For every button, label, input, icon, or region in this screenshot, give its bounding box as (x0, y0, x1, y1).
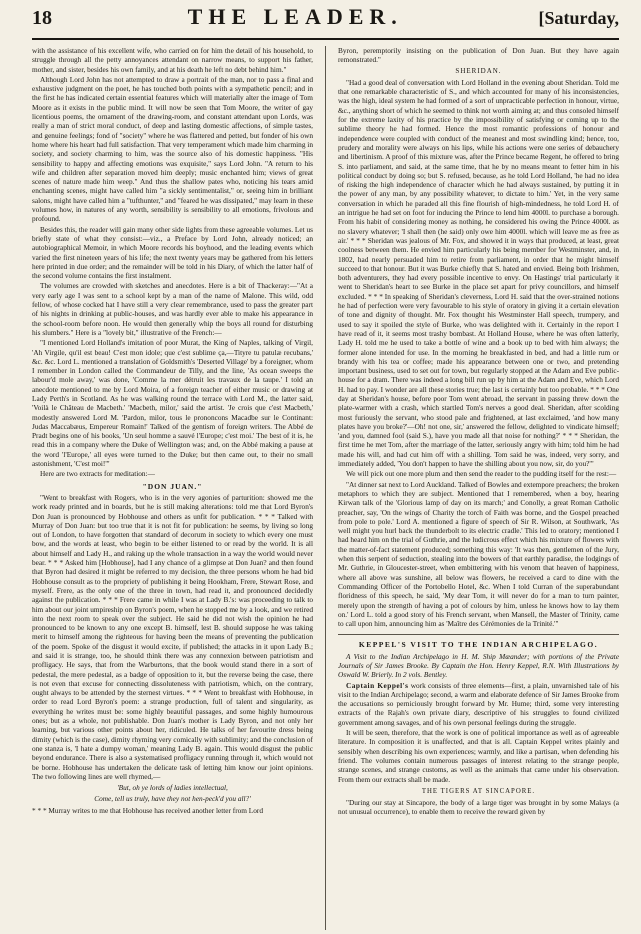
review-title: KEPPEL'S VISIT TO THE INDIAN ARCHIPELAGO. (338, 634, 619, 649)
paragraph: Byron, peremptorily insisting on the publication of Don Juan. But they have again remonstrated." (338, 46, 619, 65)
poem-line: Come, tell us truly, have they not hen-peck'd you all?' (94, 794, 251, 804)
right-column (338, 46, 619, 930)
paragraph: It will be seen, therefore, that the work is one of political importance as well as of agreeable literature. In composition it is unaffected, and that is all. Captain Keppel writes plainly and sensibly when describing his own experiences; warmly, and like a partisan, when defending his friend. The volumes contain numerous passages of interest relating to the strange people, strange scenes, and strange customs, as well as the animals that came under his observation. From them our extracts shall be made. (338, 728, 619, 784)
subheading-sheridan: SHERIDAN. (455, 66, 502, 75)
quoted-paragraph: "Went to breakfast with Rogers, who is in the very agonies of parturition: showed me the work ready printed and in boards, but he is still making alterations: told me that Lord Byron's Don Juan is pronounced by Hobhouse and others as unfit for publication. * * * Talked with Murray of Don Juan: but too true that it is not fit for publication: he seems, by living so long out of London, to have forgotten that standard of decorum in society to which every one must bow, and the words at least, who begin to be either listened to or read by the world. It is all about himself and Lady H., and raking up the whole transaction in a way the world would never bear. * * * Asked him [Hobhouse], had I any chance of a glimpse at Don Juan? and then found that Byron had desired it might be referred to my decision, the three persons whom he had bid Hobhouse consult as to the propriety of publishing it being Hookham, Frere, Stewart Rose, and myself. Frere, as the only one of the three in town, had read it, and pronounced decidedly against the publication. * * * Frere came in while I was at Lady B.'s: was proceeding to talk to him about our joint umpireship on Byron's poem, when he stopped me by a look, and we retired into the next room to speak over the subject. He said he did not wish the opinion he had pronounced to be known to any one except B. himself, lest B. should suppose he was taking merit to himself among the righteous for having been the means of preventing the publication of the poem. Spoke of the disgust it would excite, if published; the attacks in it upon Lady B.; and said it is strange, too, he should think there was any connexion between patriotism and profligacy. He says, that from the Warburtons, that the book would stand there in a sort of pedestal, the mere pedestal, as a badge of opposition to it, but the reverse being the case, there is not even that excuse for connecting dissoluteness with patriotism, which, on the contrary, ought always to be attended by the sternest virtues. * * * Went to breakfast with Hobhouse, in order to read Lord Byron's poem: a strange production, full of talent and singularity, as everything he writes must be: some highly beautiful passages, and some highly humourous ones; but as a whole, not publishable. Don Juan's mother is Lady Byron, and not only her learning, but various other points about her, ridiculed. He talks of her favourite dress being dimity (which is the case), dimity rhyming very comically with sublimity; and the conclusion of one stanza is, 'I hate a dumpy woman,' meaning Lady B. again. This would disgust the public beyond endurance. There is also a systematised profligacy running through it, which would not be borne. Hobhouse has undertaken the delicate task of letting him know our joint opinions. The two following lines are well rhymed,— (32, 492, 313, 781)
paragraph-body: work consists of three elements—first, a plain, unvarnished tale of his visit to the Indian Archipelago; second, a warm and elaborate defence of Sir James Brooke from the accusations so perniciously brought forward by Mr. Hume; third, some very interesting extracts of the Rajah's own private diary, descriptive of his struggles to found civilized government among savages, and of his own personal feelings during the struggle. (338, 680, 619, 727)
paragraph (338, 681, 619, 727)
paragraph: Although Lord John has not attempted to draw a portrait of the man, nor to pass a final and exhaustive judgment on the poet, he has touched both points with a sympathetic pencil; and in the first he has indicated certain essential features which will materially alter the image of Tom Moore as it exists in the public mind. It will now be seen that Tom Moore, the writer of gay licentious poems, the ornament of the drawing-room, and constant attendant upon Lords, was really a man of strict moral conduct, of deep and lasting domestic affections, of simple tastes, and genuine feelings; fond of "society" where he was flattered and petted, but fonder of his own home where his heart had full satisfaction. That very temperament which made him charming in society, and society charming to him, was the source also of his domestic happiness. "His sensibility to happy and affecting emotions was exquisite," says Lord John. "A return to his wife and children after separation moved him deeply; music enchanted him; views of great scenes of nature made him weep." And thus the shallow pates who, noticing his tears amid enchanting scenes, might have called him "a sickly sentimentalist," or, seeing him in brilliant salons, might have called him a "tufthunter," and "feared he was dissipated," may learn in these volumes how, in natures of any worth, sensibility is sensibility to all emotions, frivolous and profound. (32, 74, 313, 224)
paragraph: * * * Murray writes to me that Hobhouse has received another letter from Lord (32, 805, 263, 815)
book-citation: A Visit to the Indian Archipelago in H. M. Ship Mæander; with portions of the Private Journals of Sir James Brooke. By Captain the Hon. Henry Keppel, R.N. With Illustrations by Oswald W. Brierly. In 2 vols. Bentley. (338, 651, 619, 680)
quoted-paragraph: "During our stay at Sincapore, the body of a large tiger was brought in by some Malays (a not unusual occurrence), to enable them to receive the reward given by (338, 798, 619, 817)
subheading-don-juan: "DON JUAN." (142, 481, 203, 491)
article-columns (32, 46, 619, 930)
masthead (32, 0, 619, 40)
quoted-paragraph: "Had a good deal of conversation with Lord Holland in the evening about Sheridan. Told me that one remarkable characteristic of S., and which accounted for many of his inconsistencies, was the high, ideal system he had formed of a sort of unpracticable perfection in honour, virtue, &c., anything short of which he seemed to think not worth aiming at; and thus consoled himself for the extreme laxity of his practice by the impossibility of satisfying or coming up to the sublime theory he had formed. Hence the most romantic professions of honour and independence were coupled with conduct of the meanest and most swindling kind; hence, too, prudery and morality were always on his lips, while his actions were one series of debauchery and libertinism. A proof of this mixture was, after the Prince became Regent, he offered to bring S. into parliament, and said, at the same time, that he by no means meant to fetter him in his political conduct by doing so; but S. refused, because, as he told Lord Holland, 'he had no idea of risking the high independence of character which he had always sustained, by putting it in the power of any man, by any possibility whatever, to dictate to him.' Yet, in the very same conversation in which he paraded all this fine flourish of high-mindedness, he told Lord H. of an intrigue he had set on foot for inducing the Prince to lend him 4000l. to purchase a borough. From his habit of considering money as nothing, he considered his owing the Prince 4000l. as no slavery whatever; 'I shall then (he said) only owe him 4000l. which will leave me as free as air.' * * * Sheridan was jealous of Mr. Fox, and showed it in ways that produced, at least, great coolness between them. He envied him particularly his being member for Westminster, and, in 1802, had nearly persuaded him to retire from parliament, in order that he might himself succeed to that honour. But it was Burke chiefly that S. hated and envied. Being both Irishmen, both adventurers, they had every possible incentive to envy. On Hastings' trial particularly it went to Sheridan's heart to see Burke in the place set apart for privy councillors, and himself excluded. * * * In speaking of Sheridan's cleverness, Lord H. said that the over-strained notions he had of perfection were very favourable to his style of oratory in giving it a certain elevation of tone and dignity of thought. Mr. Fox thought his Westminster Hall speech, trumpery, and used to say it spoiled the style of Burke, who was delighted with it. Certainly in the report I have read of it, it seems most trashy bombast. At Holland House, where he was often latterly, Lady H. told me he used to take a bottle of wine and a book up to bed with him always; the former alone intended for use. In the morning he breakfasted in bed, and had a little rum or brandy with his tea or coffee; made his appearance between one or two, and pretending important business, used to set out for town, but regularly stopped at the Adam and Eve public-house for a dram. There was indeed a long bill run up by him at the Adam and Eve, which Lord H. had to pay. I wonder are all these stories true; the last is certainly but too probable. * * * One day at Sheridan's house, before poor Tom went abroad, the servant in passing threw down the plate-warmer with a crash, which startled Tom's nerves a good deal. Sheridan, after scolding most furiously the servant, who stood pale and frightened, at last exclaimed, 'and how many plates have you broke?'—Oh! not one, sir,' answered the fellow, delighted to vindicate himself; 'and you, damned fool (said S.), have you made all that noise for nothing?' * * * Sheridan, the first time he met Tom, after the marriage of the latter, seriously angry with him; told him he had made his will, and had cut him off with a shilling. Tom said he was, indeed, very sorry, and immediately added, 'You don't happen to have the shilling about you now, sir, do you?'" (338, 77, 619, 469)
paragraph: The volumes are crowded with sketches and anecdotes. Here is a bit of Thackeray:—"At a very early age I was sent to a school kept by a man of the name of Malone. This wild, odd fellow, of whose cocked hat I have still a very clear remembrance, used to pass the greater part of his nights in drinking at public-houses, and was hardly ever able to make his appearance in the school-room before noon. He would then generally whip the boys all round for disturbing his slumbers." Here is a "lovely bit," illustrative of the French:— (32, 281, 313, 337)
paragraph: with the assistance of his excellent wife, who carried on for him the detail of his household, to struggle through all the petty annoyances attendant on narrow means, to support his father, mother, and sister, besides his own family, and at his death he left no debt behind him." (32, 46, 313, 74)
paragraph: We will pick out one more plum and then send the reader to the pudding itself for the rest:— (346, 469, 617, 479)
paragraph: Here are two extracts for meditation:— (40, 469, 155, 479)
page-number: 18 (32, 7, 52, 29)
quoted-paragraph: "I mentioned Lord Holland's imitation of poor Murat, the King of Naples, talking of Virgil, 'Ah Virgile, qu'il est beau! C'est mon idole; que c'est sublime ça,—Tityre tu patulæ recubans,' &c. &c. Lord L. mentioned a translation of Goldsmith's 'Deserted Village' by a foreigner, whom I remember in London called the Commandeur de Tilly, and the line, 'As ocean sweeps the labour'd mole away,' was done, 'Comme la mer détruit les travaux de la taupe.' I told an anecdote mentioned to me by Lord Moira, of a foreign teacher of either music or drawing at Lady Perth's in Scotland. As he was walking round the terrace with Lord M., the latter said, 'Voilà le Château de Macbeth.' 'Macbeth, milor,' said the artist. 'Je crois que c'est Macbeth,' modestly answered Lord M. 'Pardon, milor, tous le prononcons Macadbe sur le Continant: Judas Maccabæus, Empereur Romain!' Talked of the gentism of foreign writers. The Abbé de Pradt begins one of his books, 'Un seul homme a sauvé l'Europe; c'est moi.' The best of it is, he read this in a company where the Duke of Wellington was; and, on the Abbé making a pause at the word 'l'Europe,' all eyes were turned to the Duke; but then came out, to their no small astonishment, 'C'est moi!'" (32, 338, 313, 469)
lead-words: Captain Keppel's (346, 680, 409, 690)
column-divider (325, 46, 326, 930)
quoted-paragraph: "At dinner sat next to Lord Auckland. Talked of Bowles and extempore preachers; the broken metaphors to which they are subject. Mentioned that I remembered, when a boy, hearing Kirwan talk of the 'Glorious lamp of day on its march;' and Conolly, a great Roman Catholic preacher, say, 'On the wings of Charity the torch of Faith was borne, and the Gospel preached from pole to pole.' Lord A. mentioned a figure of speech of Sir R. Wilson, at Southwark, 'As well might you hurl back the thunderbolt to its electric cradle.' This led to oratory; mentioned I had heard him on the trial of Guthrie, and the ludicrous effect which his mixture of flowers with the matter-of-fact statement produced; something this way: 'It was then, gentlemen of the Jury, when this serpent of seduction, stealing into the bowers of that earthly paradise, the lodgings of Mr. Guthrie, in Gloucester-street, when embittering with his venom that heaven of happiness, where all above was sunshine, all below was flowers, he received a card to dine with the Commanding Officer of the Portobello Hotel, &c. When I told Curran of the superabundant floridness of this speech, he said, 'My dear Tom, it will never do for a man to turn painter, merely upon the strength of having a pot of colours by him, unless he knows how to lay them on.' Lord L. told a good story of his French servant, when Mansell, the Master of Trinity, came to call upon him, announcing him as 'Maître des Cérémonies de la Trinité.'" (338, 479, 619, 629)
left-column (32, 46, 313, 930)
subheading-tigers: THE TIGERS AT SINCAPORE. (421, 787, 536, 795)
poem-line: 'But, oh ye lords of ladies intellectual, (117, 783, 228, 793)
journal-title: THE LEADER. (187, 4, 403, 29)
paragraph: Besides this, the reader will gain many other side lights from these agreeable volumes. Let us briefly state of what they consist:—viz., a Preface by Lord John, already noticed; an autobiographical Memoir, in which Moore records his boyhood, and the leading events which varied the first nineteen years of his life; the next twenty years may be gathered from his letters here printed in due order; and the remainder will be told in his Diary, of which the latter half of the second volume contains the first instalment. (32, 224, 313, 281)
issue-label: [Saturday, (538, 8, 619, 28)
